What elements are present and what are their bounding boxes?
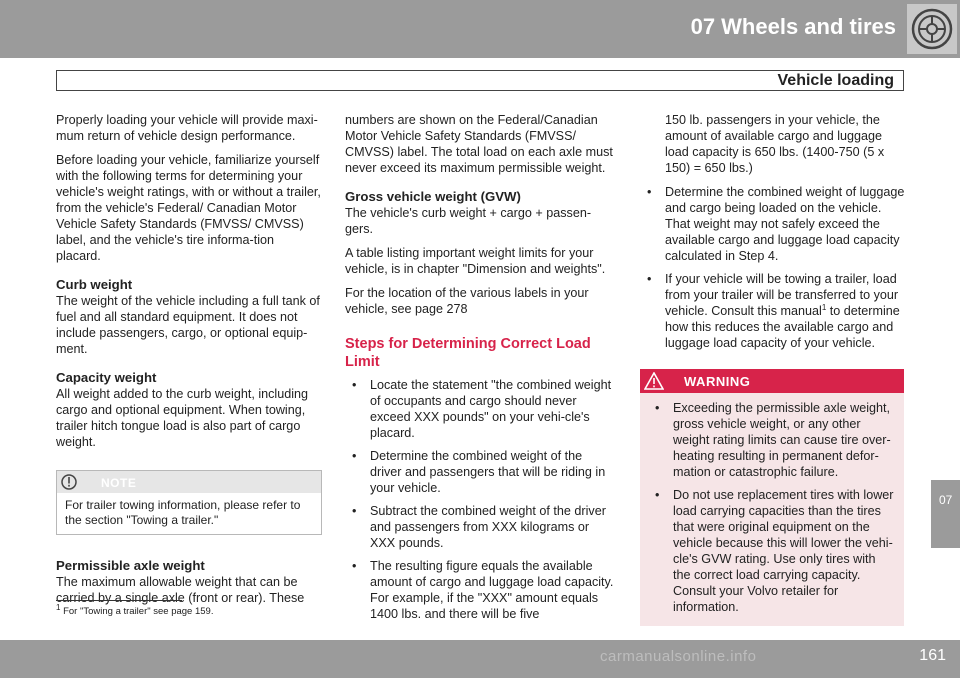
column-1: [56, 112, 322, 614]
list-item: • Determine the combined weight of luggage and cargo being loaded on the vehicle. That weight may not safely exceed the available cargo and luggage load capacity calculated in Step 4.: [640, 184, 906, 264]
towing-text-start: If your vehicle will be towing a trailer, load from your trailer will be transferred to your vehicle. Consult this manual: [665, 272, 899, 318]
list-item: • Determine the combined weight of the driver and passengers that will be riding in your vehicle.: [345, 448, 615, 496]
towing-text-end: to determine how this reduces the available cargo and luggage load capacity of your vehicle.: [665, 304, 900, 350]
footnote-text: For "Towing a trailer" see page 159.: [63, 606, 214, 617]
steps-list: [345, 377, 615, 622]
note-text: For trailer towing information, please refer to the section "Towing a trailer.": [65, 498, 301, 527]
page-number: 161: [919, 647, 946, 664]
gvw-heading: Gross vehicle weight (GVW): [345, 189, 521, 204]
footnote-divider: [56, 600, 182, 601]
warning-label: WARNING: [684, 374, 751, 389]
note-box: [56, 470, 322, 535]
note-header: [57, 471, 321, 493]
capacity-weight-heading: Capacity weight: [56, 370, 157, 385]
list-item: [640, 271, 906, 351]
list-item: • Do not use replacement tires with lower load carrying capacities than the tires that were original equipment on the vehicle because this will lower the vehi-cle's GVW rating. Use only tires with the correct load carrying capacity. Consult your Volvo retailer for information.: [648, 487, 896, 615]
list-item: • Subtract the combined weight of the driver and passengers from XXX kilograms or XXX pounds.: [345, 503, 615, 551]
note-label: NOTE: [101, 476, 137, 490]
gvw-text: The vehicle's curb weight + cargo + passen-gers.: [345, 206, 592, 236]
warning-triangle-icon: [644, 372, 664, 390]
section-bar: [56, 70, 904, 91]
steps-heading: Steps for Determining Correct Load Limit: [345, 336, 591, 370]
chapter-tab: [931, 480, 960, 548]
column-3: [640, 112, 906, 626]
weights-table-paragraph: A table listing important weight limits for your vehicle, is in chapter "Dimension and weights".: [345, 246, 606, 276]
steps-list-continued: [640, 184, 906, 351]
capacity-weight-text: All weight added to the curb weight, including cargo and optional equipment. When towing, trailer hitch tongue load is also part of cargo weight.: [56, 387, 309, 449]
list-item: • Exceeding the permissible axle weight, gross vehicle weight, or any other weight rating limits can cause tire over-heating resulting in permanent defor-mation or catastrophic failure.: [648, 400, 896, 480]
warning-body: [640, 393, 904, 626]
axle-weight-text: The maximum allowable weight that can be carried by a single axle (front or rear). These: [56, 575, 305, 605]
axle-weight-heading: Permissible axle weight: [56, 558, 205, 573]
curb-weight-text: The weight of the vehicle including a full tank of fuel and all standard equipment. It does not include passengers, cargo, or optional equip-ment.: [56, 294, 320, 356]
warning-list: [648, 400, 896, 615]
watermark: carmanualsonline.info: [600, 648, 757, 665]
column-2: [345, 112, 615, 629]
chapter-tab-label: 07: [939, 493, 953, 507]
chapter-icon-box: [907, 4, 957, 54]
footer-bar: [0, 640, 960, 678]
intro-paragraph: Properly loading your vehicle will provide maxi-mum return of vehicle design performance.: [56, 113, 318, 143]
warning-header: [640, 369, 904, 393]
terms-paragraph: Before loading your vehicle, familiarize yourself with the following terms for determining your vehicle's weight ratings, with or without a trailer, from the vehicle's Federal/ Canadian Motor Vehicle Safety Standards (FMVSS/ CMVSS) label, and the vehicle's tire informa-tion placard.: [56, 153, 321, 263]
label-paragraph: numbers are shown on the Federal/Canadian Motor Vehicle Safety Standards (FMVSS/ CMVSS) label. The total load on each axle must never exceed its maximum permissible weight.: [345, 113, 613, 175]
labels-location-paragraph: For the location of the various labels in your vehicle, see page 278: [345, 286, 589, 316]
curb-weight-heading: Curb weight: [56, 277, 133, 292]
info-icon: [61, 474, 77, 490]
continued-text: 150 lb. passengers in your vehicle, the amount of available cargo and luggage load capacity is 650 lbs. (1400-750 (5 x 150) = 650 lbs.): [665, 113, 885, 175]
tire-icon: [911, 8, 953, 50]
footnote: [56, 602, 214, 617]
list-item: • Locate the statement "the combined weight of occupants and cargo should never exceed XXX pounds" on your vehi-cle's placard.: [345, 377, 615, 441]
chapter-title: 07 Wheels and tires: [690, 14, 896, 39]
section-title: Vehicle loading: [777, 72, 894, 89]
footnote-marker: 1: [821, 302, 827, 312]
warning-box: [640, 369, 904, 626]
list-item: • The resulting figure equals the available amount of cargo and luggage load capacity. For example, if the "XXX" amount equals 1400 lbs. and there will be five: [345, 558, 615, 622]
footnote-number: 1: [56, 602, 61, 612]
